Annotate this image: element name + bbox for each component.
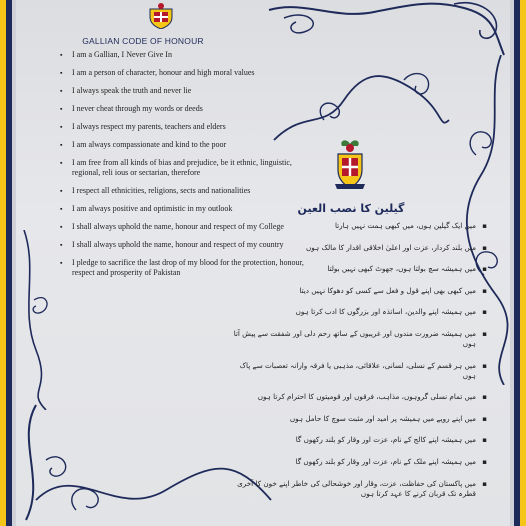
list-item: ▪ میں ہمیشہ سچ بولتا ہوں، جھوٹ کبھی نہیں بولتا: [226, 264, 488, 274]
college-crest-icon: [146, 3, 176, 29]
list-item: ▪ میں ہمیشہ اپنے کالج کے نام، عزت اور وقار کو بلند رکھوں گا: [226, 435, 488, 445]
urdu-code-list: [226, 221, 488, 510]
list-item: ▪ میں تمام نسلی گروہوں، مذاہب، فرقوں اور قومیتوں کا احترام کرتا ہوں: [226, 392, 488, 402]
list-item: ▪ میں اپنے رویے میں ہمیشہ پر امید اور مثبت سوچ کا حامل ہوں: [226, 414, 488, 424]
list-item: ▪ I am a person of character, honour and high moral values: [58, 68, 308, 78]
list-item: ▪ میں ہمیشہ اپنے والدین، اساتذہ اور بزرگوں کا ادب کرتا ہوں: [226, 307, 488, 317]
list-item: ▪ I am a Gallian, I Never Give In: [58, 50, 308, 60]
list-item: ▪ I never cheat through my words or deeds: [58, 104, 308, 114]
list-item: ▪ I am free from all kinds of bias and prejudice, be it ethnic, linguistic, regional, reli ious or sectarian, therefore: [58, 158, 308, 178]
list-item: ▪ I always speak the truth and never lie: [58, 86, 308, 96]
list-item: ▪ میں ہر قسم کے نسلی، لسانی، علاقائی، مذہبی یا فرقہ وارانہ تعصبات سے پاک ہوں: [226, 361, 488, 381]
list-item: ▪ میں ہمیشہ ضرورت مندوں اور غریبوں کے ساتھ رحم دلی اور شفقت سے پیش آتا ہوں: [226, 329, 488, 349]
list-item: ▪ میں کبھی بھی اپنے قول و فعل سے کسی کو دھوکا نہیں دیتا: [226, 286, 488, 296]
list-item: ▪ I always respect my parents, teachers and elders: [58, 122, 308, 132]
left-side-flourish-icon: [16, 230, 56, 410]
english-title: GALLIAN CODE OF HONOUR: [82, 36, 204, 46]
list-item: ▪ I pledge to sacrifice the last drop of my blood for the protection, honour, respect and prosperity of Pakistan: [58, 258, 308, 278]
list-item: ▪ میں بلند کردار، عزت اور اعلیٰ اخلاقی اقدار کا مالک ہوں: [226, 243, 488, 253]
list-item: ▪ I am always positive and optimistic in my outlook: [58, 204, 308, 214]
list-item: ▪ I shall always uphold the name, honour and respect of my College: [58, 222, 308, 232]
college-crest-icon: [333, 138, 367, 190]
list-item: ▪ I shall always uphold the name, honour and respect of my country: [58, 240, 308, 250]
list-item: ▪ میں ہمیشہ اپنے ملک کے نام، عزت اور وقار کو بلند رکھوں گا: [226, 457, 488, 467]
list-item: ▪ میں ایک گیلین ہوں، میں کبھی ہمت نہیں ہارتا: [226, 221, 488, 231]
list-item: ▪ میں پاکستان کی حفاظت، عزت، وقار اور خوشحالی کی خاطر اپنے خون کا آخری قطرہ تک قربان کرنے کا عہد کرتا ہوں: [226, 479, 488, 499]
list-item: ▪ I am always compassionate and kind to the poor: [58, 140, 308, 150]
list-item: ▪ I respect all ethnicities, religions, sects and nationalities: [58, 186, 308, 196]
urdu-title: گیلین کا نصب العین: [297, 202, 405, 215]
certificate-panel: [16, 0, 510, 526]
